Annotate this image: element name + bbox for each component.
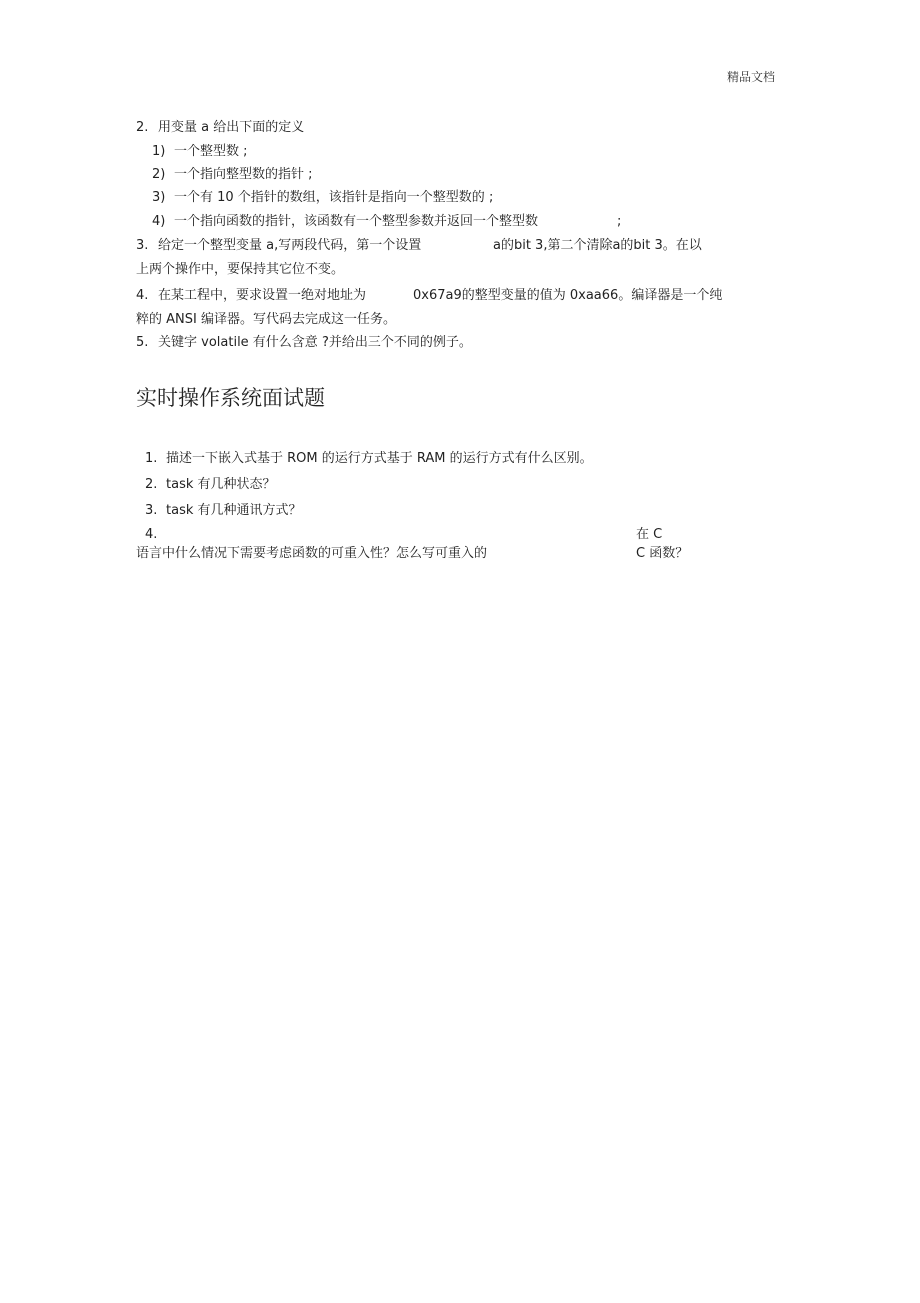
q2-number: 2. [136,120,149,135]
rtos-q3-number: 3. [145,503,158,518]
q4-text-c: 粹的 ANSI 编译器。写代码去完成这一任务。 [136,312,396,327]
rtos-q1-text: 描述一下嵌入式基于 ROM 的运行方式基于 RAM 的运行方式有什么区别。 [166,451,593,466]
rtos-q1-number: 1. [145,451,158,466]
q5-number: 5. [136,335,149,350]
q3-text-c: 上两个操作中，要保持其它位不变。 [136,262,345,277]
q3-text-b: a的bit 3,第二个清除a的bit 3。在以 [493,238,702,253]
q3-text-a: 给定一个整型变量 a,写两段代码，第一个设置 [158,238,422,253]
q2-text: 用变量 a 给出下面的定义 [158,120,305,135]
q2-item-3-number: 3) [152,190,166,205]
q2-item-3-text: 一个有 10 个指针的数组，该指针是指向一个整型数的 ; [174,190,494,205]
rtos-q4-right-bottom: C 函数？ [636,546,689,561]
rtos-q4-right-top: 在 C [636,527,663,542]
q2-item-1-text: 一个整型数 ; [174,144,248,159]
rtos-q2-number: 2. [145,477,158,492]
q4-text-a: 在某工程中，要求设置一绝对地址为 [158,288,367,303]
q2-item-1-number: 1) [152,144,166,159]
q2-item-4-tail: ; [617,214,622,229]
q2-item-2-text: 一个指向整型数的指针 ; [174,167,313,182]
header-tag: 精品文档 [727,70,776,84]
rtos-q4-left-line: 语言中什么情况下需要考虑函数的可重入性？怎么写可重入的 [136,546,488,561]
q2-item-2-number: 2) [152,167,166,182]
q5-text: 关键字 volatile 有什么含意 ?并给出三个不同的例子。 [158,335,472,350]
rtos-q2-text: task 有几种状态？ [166,477,276,492]
rtos-q3-text: task 有几种通讯方式？ [166,503,302,518]
q2-item-4-text: 一个指向函数的指针，该函数有一个整型参数并返回一个整型数 [174,214,539,229]
rtos-q4-number: 4. [145,527,158,542]
q2-item-4-number: 4) [152,214,166,229]
q4-text-b: 0x67a9的整型变量的值为 0xaa66。编译器是一个纯 [413,288,723,303]
section-title: 实时操作系统面试题 [136,386,325,410]
q4-number: 4. [136,288,149,303]
q3-number: 3. [136,238,149,253]
